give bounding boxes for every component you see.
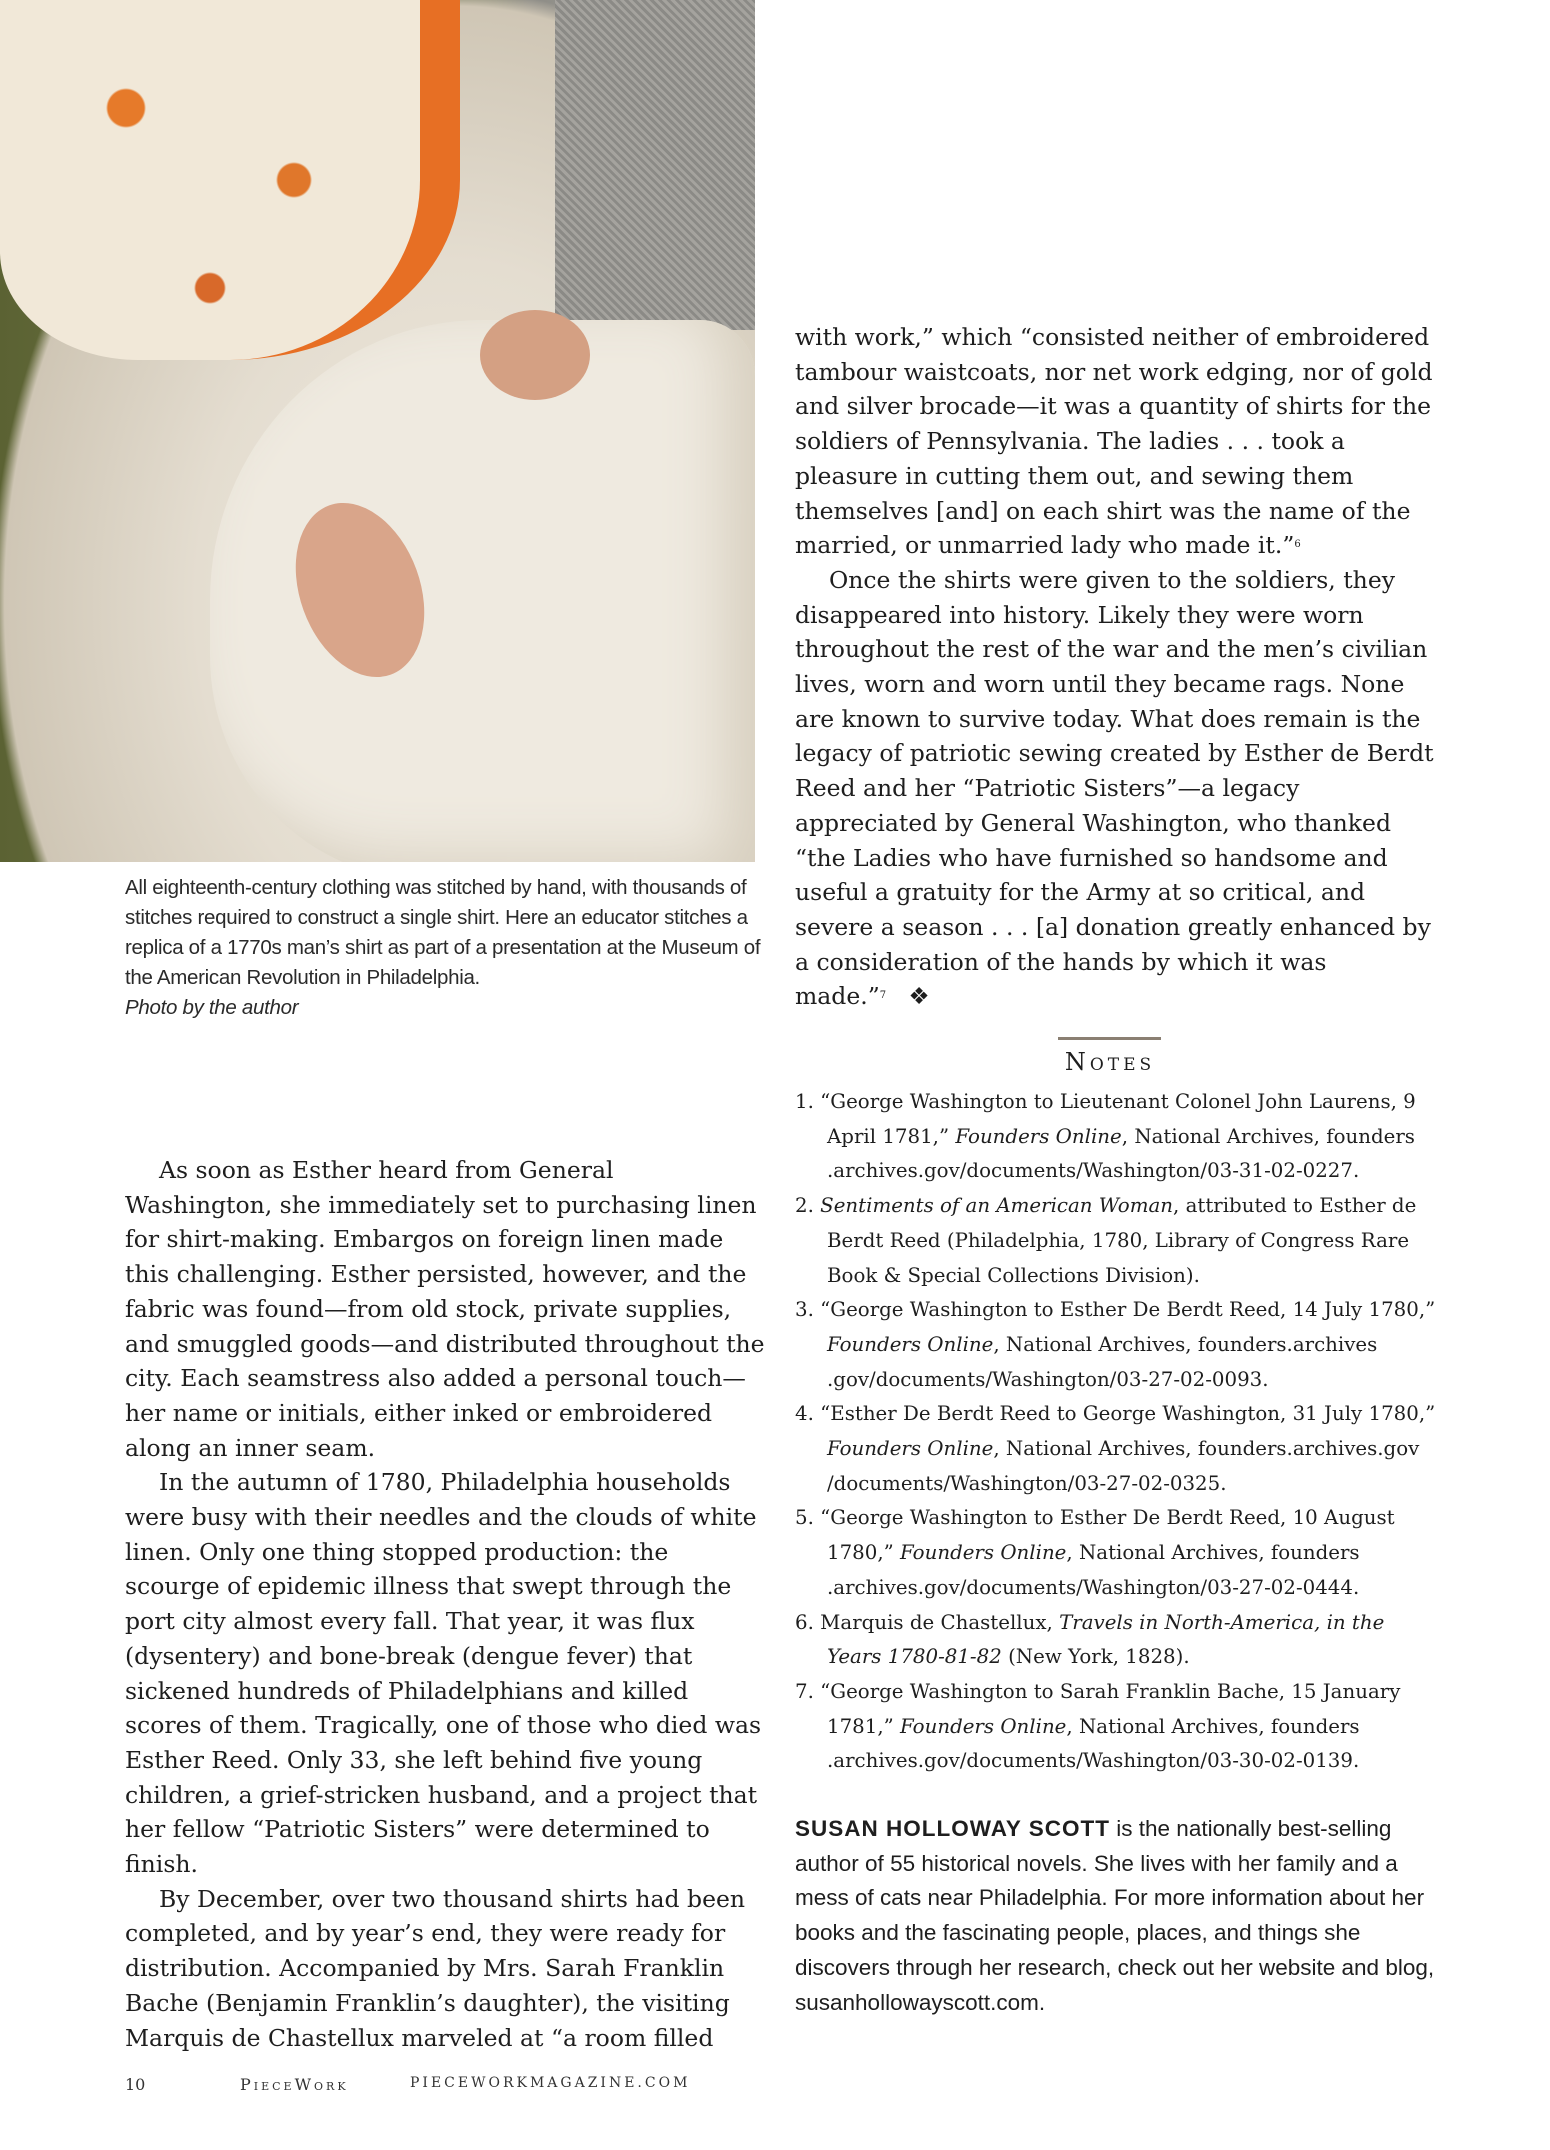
note-post: , National Archives, founders.archives .gov/documents/Washington/03-27-02-0093. (827, 1332, 1378, 1391)
note-item (795, 1397, 1445, 1501)
note-post: , National Archives, founders.archives.gov /documents/Washington/03-27-02-0325. (827, 1437, 1420, 1495)
note-ital: Founders Online (827, 1332, 994, 1356)
magazine-name: PieceWork (240, 2075, 349, 2094)
note-item (795, 1085, 1445, 1189)
magazine-website: PIECEWORKMAGAZINE.COM (410, 2075, 691, 2091)
note-item (795, 1293, 1445, 1397)
note-post: , National Archives, founders .archives.gov/documents/Washington/03-27-02-0444. (827, 1541, 1360, 1599)
page-number: 10 (125, 2075, 146, 2094)
note-post: , attributed to Esther de Berdt Reed (Philadelphia, 1780, Library of Congress Rare Book & Special Collections Division). (827, 1194, 1417, 1287)
caption-text: All eighteenth-century clothing was stitched by hand, with thousands of stitches required to construct a single shirt. Here an educator stitches a replica of a 1770s man’s shirt as part of a presentation at the Museum of the American Revolution in Philadelphia. (125, 876, 761, 989)
note-ital: Founders Online (900, 1714, 1067, 1738)
note-item (795, 1189, 1445, 1293)
notes-list (795, 1085, 1445, 1779)
note-pre: 6. Marquis de Chastellux, (795, 1610, 1060, 1634)
note-item (795, 1675, 1445, 1779)
left-column (125, 1153, 765, 2055)
note-pre: 3. “George Washington to Esther De Berdt Reed, 14 July 1780,” (795, 1298, 1436, 1322)
article-photo (0, 0, 755, 862)
note-ital: Founders Online (827, 1437, 994, 1461)
end-mark-icon: ❖ (908, 982, 930, 1011)
note-ital: Sentiments of an American Woman (820, 1194, 1173, 1218)
note-pre: 5. “George Washington to Esther De Berdt Reed, 10 August 1780,” (795, 1506, 1395, 1565)
note-item (795, 1501, 1445, 1605)
note-ital: Founders Online (955, 1124, 1122, 1148)
author-bio (795, 1812, 1435, 2020)
footnote-ref: 7 (879, 990, 887, 1002)
paragraph: In the autumn of 1780, Philadelphia households were busy with their needles and the clouds of white linen. Only one thing stopped production: the scourge of epidemic illness that swept through the port city almost every fall. That year, it was flux (dysentery) and bone-break (dengue fever) that sickened hundreds of Philadelphians and killed scores of them. Tragically, one of those who died was Esther Reed. Only 33, she left behind five young children, a grief-stricken husband, and a project that her fellow “Patriotic Sisters” were determined to finish. (125, 1468, 762, 1879)
paragraph (795, 320, 1435, 563)
photo-linen-shirt (210, 320, 755, 862)
note-pre: 1. “George Washington to Lieutenant Colonel John Laurens, 9 April 1781,” (795, 1090, 1416, 1148)
notes-divider (1058, 1037, 1161, 1040)
paragraph-text: Once the shirts were given to the soldiers, they disappeared into history. Likely they were worn throughout the rest of the war and the men’s civilian lives, worn and worn until they became rags. None are known to survive today. What does remain is the legacy of patriotic sewing created by Esther de Berdt Reed and her “Patriotic Sisters”—a legacy appreciated by General Washington, who thanked “the Ladies who have furnished so handsome and useful a gratuity for the Army at so critical, and severe a season . . . [a] donation greatly enhanced by a consideration of the hands by which it was made.” (795, 565, 1434, 1011)
note-ital: Travels in North-America, in the Years 1780-81-82 (827, 1610, 1385, 1669)
bio-text: is the nationally best-selling author of 55 historical novels. She lives with her family and a mess of cats near Philadelphia. For more information about her books and the fascinating people, places, and things she discovers through her research, check out her website and blog, susanhollowayscott.com. (795, 1816, 1435, 2015)
photo-caption (125, 873, 765, 1023)
paragraph: As soon as Esther heard from General Washington, she immediately set to purchasing linen for shirt-making. Embargos on foreign linen made this challenging. Esther persisted, however, and the fabric was found—from old stock, private supplies, and smuggled goods—and distributed throughout the city. Each seamstress also added a personal touch—her name or initials, either inked or embroidered along an inner seam. (125, 1156, 765, 1462)
note-pre: 7. “George Washington to Sarah Franklin Bache, 15 January 1781,” (795, 1679, 1401, 1738)
note-pre: 4. “Esther De Berdt Reed to George Washington, 31 July 1780,” (795, 1402, 1436, 1426)
note-post: (New York, 1828). (1001, 1645, 1190, 1669)
note-post: , National Archives, founders .archives.gov/documents/Washington/03-31-02-0227. (827, 1124, 1415, 1183)
paragraph-text: with work,” which “consisted neither of embroidered tambour waistcoats, nor net work edging, nor of gold and silver brocade—it was a quantity of shirts for the soldiers of Pennsylvania. The ladies . . . took a pleasure in cutting them out, and sewing them themselves [and] on each shirt was the name of the married, or unmarried lady who made it.” (795, 323, 1433, 560)
note-post: , National Archives, founders .archives.gov/documents/Washington/03-30-02-0139. (827, 1714, 1360, 1773)
notes-heading: Notes (1064, 1048, 1156, 1076)
paragraph: By December, over two thousand shirts had been completed, and by year’s end, they were ready for distribution. Accompanied by Mrs. Sarah Franklin Bache (Benjamin Franklin’s daughter), the visiting Marquis de Chastellux marveled at “a room filled (125, 1884, 746, 2052)
paragraph (795, 563, 1435, 1014)
note-ital: Founders Online (900, 1541, 1067, 1565)
footnote-ref: 6 (1294, 539, 1301, 551)
note-item (795, 1606, 1445, 1675)
photo-hand (480, 310, 590, 400)
photo-scarf (0, 0, 460, 360)
right-column (795, 320, 1435, 1014)
photo-carpet (555, 0, 755, 330)
author-name: SUSAN HOLLOWAY SCOTT (795, 1816, 1111, 1841)
photo-credit: Photo by the author (125, 996, 299, 1019)
note-pre: 2. (795, 1194, 821, 1218)
